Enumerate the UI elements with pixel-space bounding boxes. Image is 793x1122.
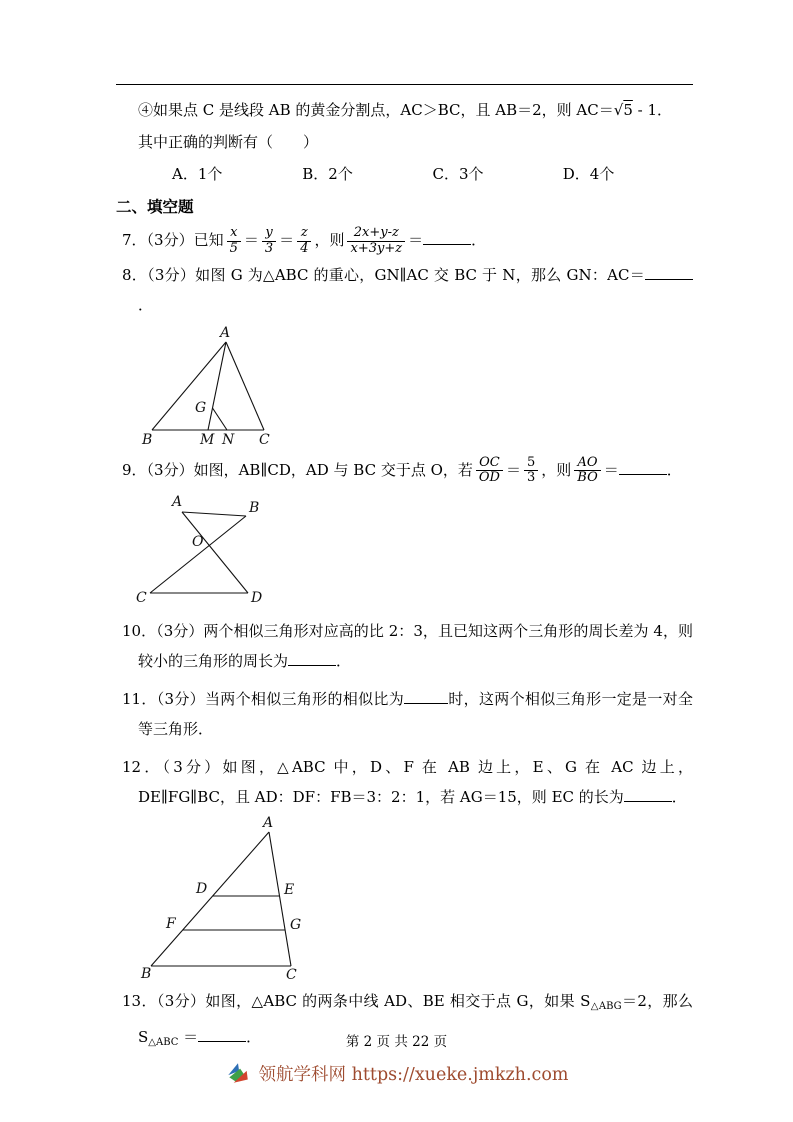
vertex-label-d: D — [251, 589, 263, 606]
q12-text: 12．（3分）如图，△ABC 中，D、F 在 AB 边上，E、G 在 AC 边上，DE∥FG∥BC，且 AD：DF：FB＝3：2：1，若 AG＝15，则 EC 的长为 — [122, 757, 693, 806]
q10-text: 10．（3分）两个相似三角形对应高的比 2：3，且已知这两个三角形的周长差为 4，则较小的三角形的周长为 — [122, 621, 693, 670]
site-brand — [0, 1060, 793, 1086]
q7-text: 7．（3分）已知 — [122, 231, 224, 249]
point-label-g: G — [290, 916, 302, 933]
q6-item4-tail: - 1． — [632, 101, 673, 119]
equals-sign: ＝ — [603, 460, 619, 479]
question-8 — [116, 260, 693, 320]
option-a: A．1个 — [172, 165, 223, 183]
equals-sign: ＝ — [243, 231, 259, 249]
option-b: B．2个 — [302, 165, 353, 183]
subscript-abg: △ABG — [590, 1000, 622, 1012]
question-10 — [116, 616, 693, 676]
section-2-title: 二、填空题 — [116, 197, 194, 216]
question-11 — [116, 684, 693, 744]
point-label-o: O — [192, 533, 204, 550]
period: ． — [336, 651, 352, 670]
q8-text: 8．（3分）如图 G 为△ABC 的重心，GN∥AC 交 BC 于 N，那么 GN：AC＝ — [122, 265, 645, 284]
option-c: C．3个 — [432, 165, 484, 183]
equals-sign: ＝ — [279, 231, 295, 249]
answer-blank — [645, 265, 693, 280]
period: ． — [246, 1027, 262, 1046]
period: ． — [138, 295, 154, 314]
q13-text-1: 13．（3分）如图，△ABC 的两条中线 AD、BE 相交于点 G，如果 S — [122, 991, 591, 1010]
site-link[interactable]: 领航学科网 https://xueke.jmkzh.com — [258, 1064, 569, 1085]
fraction-expression: $\frac{2x+y-z}{x+3y+z}$ — [347, 226, 405, 256]
point-label-m: M — [200, 431, 215, 448]
figure-q12-parallel-lines-triangle — [141, 816, 693, 982]
triangle-lines — [152, 342, 264, 430]
q6-item4-line — [138, 95, 693, 125]
figure-lines — [151, 832, 291, 966]
subscript-abc: △ABC — [148, 1036, 179, 1048]
period: ． — [471, 231, 487, 249]
page-number: 第 2 页 共 22 页 — [345, 1034, 448, 1050]
fraction-y-3: $\frac{y}{3}$ — [262, 226, 276, 256]
equals-sign: ＝ — [408, 231, 424, 249]
answer-blank — [288, 651, 336, 666]
point-label-e: E — [284, 881, 295, 898]
q9-text: 9．（3分）如图，AB∥CD，AD 与 BC 交于点 O，若 — [122, 460, 473, 479]
q13-text-2: ＝2，那么 S — [138, 991, 694, 1046]
answer-blank — [624, 787, 672, 802]
point-label-n: N — [222, 431, 235, 448]
figure-lines — [150, 512, 248, 593]
fraction-x-5: $\frac{x}{5}$ — [227, 226, 241, 256]
q11-text-pre: 11．（3分）当两个相似三角形的相似比为 — [122, 689, 405, 708]
q6-item4-text: ④如果点 C 是线段 AB 的黄金分割点，AC＞BC，且 AB＝2，则 AC＝ — [138, 101, 614, 119]
equals-sign: ＝ — [505, 460, 521, 479]
fraction-oc-od: $\frac{OC}{OD}$ — [476, 456, 503, 486]
vertex-label-c: C — [286, 966, 297, 983]
answer-blank — [423, 230, 471, 245]
question-9 — [116, 455, 693, 486]
vertex-label-c: C — [136, 589, 147, 606]
q7-mid-text: ，则 — [314, 231, 345, 249]
equals-sign: ＝ — [178, 1027, 199, 1046]
q11-text-post: 时，这两个相似三角形一定是一对全等三角形． — [138, 689, 693, 738]
sqrt-expression: √5 — [613, 101, 633, 119]
question-7 — [116, 225, 693, 256]
fraction-ao-bo: $\frac{AO}{BO}$ — [574, 456, 600, 486]
question-6-continued — [116, 95, 693, 189]
period: ． — [666, 460, 682, 479]
vertex-label-b: B — [249, 499, 260, 516]
vertex-label-b: B — [142, 431, 153, 448]
answer-blank — [619, 460, 667, 475]
q6-options — [138, 159, 693, 189]
point-label-f: F — [166, 915, 176, 932]
vertex-label-c: C — [259, 431, 270, 448]
question-12 — [116, 752, 693, 812]
vertex-label-a: A — [263, 814, 274, 831]
vertex-label-a: A — [220, 324, 231, 341]
q6-prompt: 其中正确的判断有（ ） — [138, 133, 319, 151]
q9-mid-text: ，则 — [541, 460, 572, 479]
vertex-label-a: A — [172, 493, 183, 510]
point-label-d: D — [196, 880, 208, 897]
vertex-label-b: B — [141, 965, 152, 982]
fraction-z-4: $\frac{z}{4}$ — [297, 226, 311, 256]
answer-blank — [404, 689, 448, 704]
period: ． — [671, 787, 687, 806]
fraction-5-3: $\frac{5}{3}$ — [524, 456, 538, 486]
site-logo-icon — [225, 1060, 251, 1086]
figure-q8-centroid-triangle — [138, 324, 693, 449]
figure-q9-crossing-lines — [136, 490, 693, 608]
header-rule — [116, 84, 693, 85]
point-label-g: G — [195, 399, 207, 416]
option-d: D．4个 — [562, 165, 615, 183]
